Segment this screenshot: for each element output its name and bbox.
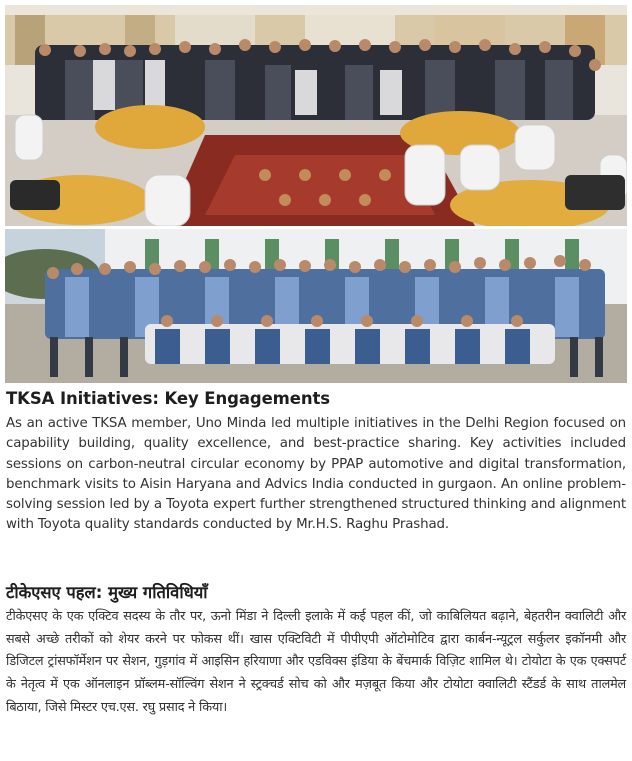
hindi-heading: टीकेएसए पहल: मुख्य गतिविधियाँ: [6, 583, 208, 602]
english-body-paragraph: As an active TKSA member, Uno Minda led multiple initiatives in the Delhi Region focused on capability building, quality excellence, and best-practice sharing. Key activities included sessions on carbon-neutral circular economy by PPAP automotive and digital transformation, benchmark visits to Aisin Haryana and Advics India conducted in gurgaon. An online problem-solving session led by a Toyota expert further strengthened structured thinking and alignment with Toyota quality standards conducted by Mr.H.S. Raghu Prashad.: [6, 416, 626, 533]
english-heading: TKSA Initiatives: Key Engagements: [6, 389, 331, 408]
group-photo-icon: [5, 229, 627, 383]
hindi-body-paragraph: टीकेएसए के एक एक्टिव सदस्य के तौर पर, ऊनो मिंडा ने दिल्ली इलाके में कई पहल कीं, जो काबिलियत बढ़ाने, बेहतरीन क्वालिटी और सबसे अच्छे तरीकों को शेयर करने पर फोकस थीं। खास एक्टिविटी में पीपीएपी ऑटोमोटिव द्वारा कार्बन-न्यूट्रल सर्कुलर इकॉनमी और डिजिटल ट्रांसफॉर्मेशन पर सेशन, गुड़गांव में आइसिन हरियाणा और एडविक्स इंडिया के बेंचमार्क विज़िट शामिल थे। टोयोटा के एक एक्सपर्ट के नेतृत्व में एक ऑनलाइन प्रॉब्लम-सॉल्विंग सेशन ने स्ट्रक्चर्ड सोच को और मज़बूत किया और टोयोटा क्वालिटी स्टैंडर्ड के साथ तालमेल बिठाया, जिसे मिस्टर एच.एस. रघु प्रसाद ने किया।: [6, 609, 626, 715]
group-photo-icon: [5, 5, 627, 226]
group-photo-banquet-hall: [5, 5, 627, 226]
group-photo-outdoor: [5, 229, 627, 383]
